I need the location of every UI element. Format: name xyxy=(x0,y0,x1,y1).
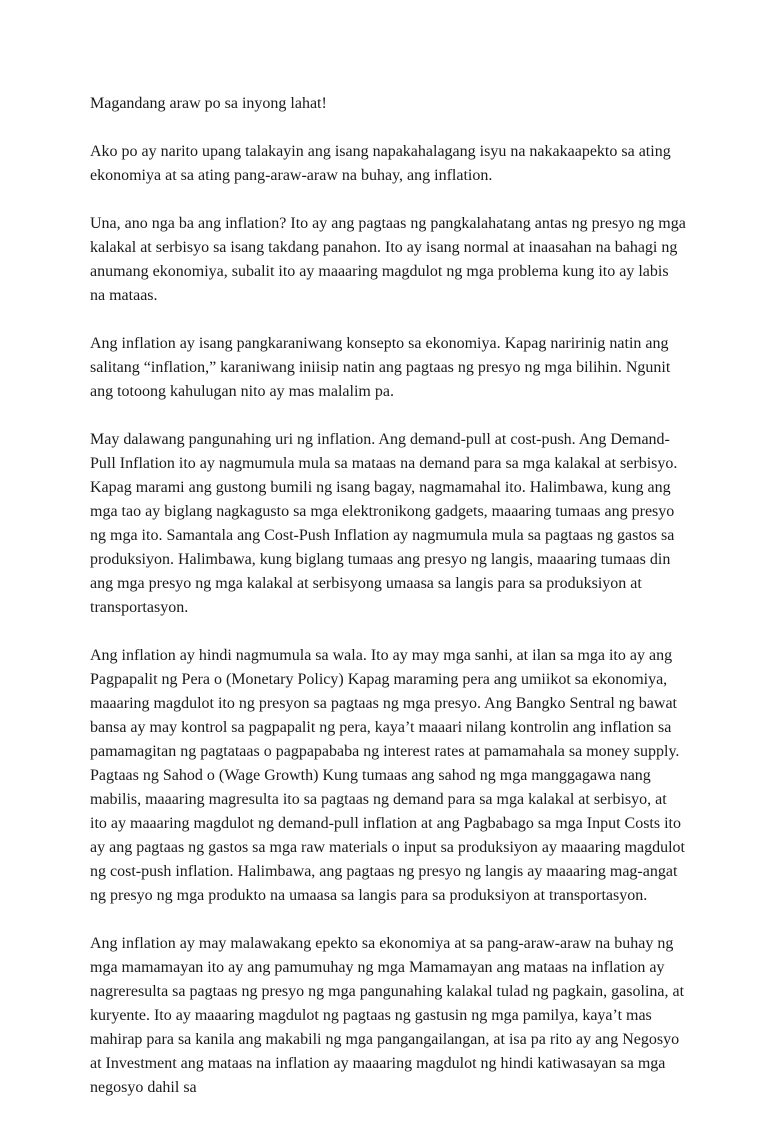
definition-paragraph: Una, ano nga ba ang inflation? Ito ay ang pagtaas ng pangkalahatang antas ng presyo ng mga kalakal at serbisyo sa isang takdang panahon. Ito ay isang normal at inaasahan na bahagi ng anumang ekonomiya, subalit ito ay maaaring magdulot ng mga problema kung ito ay labis na mataas. xyxy=(90,215,686,304)
effects-paragraph: Ang inflation ay may malawakang epekto sa ekonomiya at sa pang-araw-araw na buhay ng mga mamamayan ito ay ang pamumuhay ng mga Mamamayan ang mataas na inflation ay nagreresulta sa pagtaas ng presyo ng mga pangunahing kalakal tulad ng pagkain, gasolina, at kuryente. Ito ay maaaring magdulot ng pagtaas ng gastusin ng mga pamilya, kaya’t mas mahirap para sa kanila ang makabili ng mga pangangailangan, at isa pa rito ay ang Negosyo at Investment ang mataas na inflation ay maaaring magdulot ng hindi katiwasayan sa mga negosyo dahil sa xyxy=(90,935,685,1096)
concept-paragraph: Ang inflation ay isang pangkaraniwang konsepto sa ekonomiya. Kapag naririnig natin ang salitang “inflation,” karaniwang iniisip natin ang pagtaas ng presyo ng mga bilihin. Ngunit ang totoong kahulugan nito ay mas malalim pa. xyxy=(90,335,671,400)
causes-paragraph: Ang inflation ay hindi nagmumula sa wala. Ito ay may mga sanhi, at ilan sa mga ito ay ang Pagpapalit ng Pera o (Monetary Policy) Kapag maraming pera ang umiikot sa ekonomiya, maaaring magdulot ito ng presyon sa pagtaas ng mga presyo. Ang Bangko Sentral ng bawat bansa ay may kontrol sa pagpapalit ng pera, kaya’t maaari nilang kontrolin ang inflation sa pamamagitan ng pagtataas o pagpapababa ng interest rates at pamamahala sa money supply. Pagtaas ng Sahod o (Wage Growth) Kung tumaas ang sahod ng mga manggagawa nang mabilis, maaaring magresulta ito sa pagtaas ng demand para sa mga kalakal at serbisyo, at ito ay maaaring magdulot ng demand-pull inflation at ang Pagbabago sa mga Input Costs ito ay ang pagtaas ng gastos sa mga raw materials o input sa produksiyon ay maaaring magdulot ng cost-push inflation. Halimbawa, ang pagtaas ng presyo ng langis ay maaaring mag-angat ng presyo ng mga produkto na umaasa sa langis para sa produksiyon at transportasyon. xyxy=(90,647,685,904)
document-body xyxy=(90,92,686,1124)
greeting-paragraph: Magandang araw po sa inyong lahat! xyxy=(90,95,327,112)
types-paragraph: May dalawang pangunahing uri ng inflation. Ang demand-pull at cost-push. Ang Demand-Pull Inflation ito ay nagmumula mula sa mataas na demand para sa mga kalakal at serbisyo. Kapag marami ang gustong bumili ng isang bagay, nagmamahal ito. Halimbawa, kung ang mga tao ay biglang nagkagusto sa mga elektronikong gadgets, maaaring tumaas ang presyo ng mga ito. Samantala ang Cost-Push Inflation ay nagmumula mula sa pagtaas ng gastos sa produksiyon. Halimbawa, kung biglang tumaas ang presyo ng langis, maaaring tumaas din ang mga presyo ng mga kalakal at serbisyong umaasa sa langis para sa produksiyon at transportasyon. xyxy=(90,431,678,616)
intro-paragraph: Ako po ay narito upang talakayin ang isang napakahalagang isyu na nakakaapekto sa ating ekonomiya at sa ating pang-araw-araw na buhay, ang inflation. xyxy=(90,143,671,184)
